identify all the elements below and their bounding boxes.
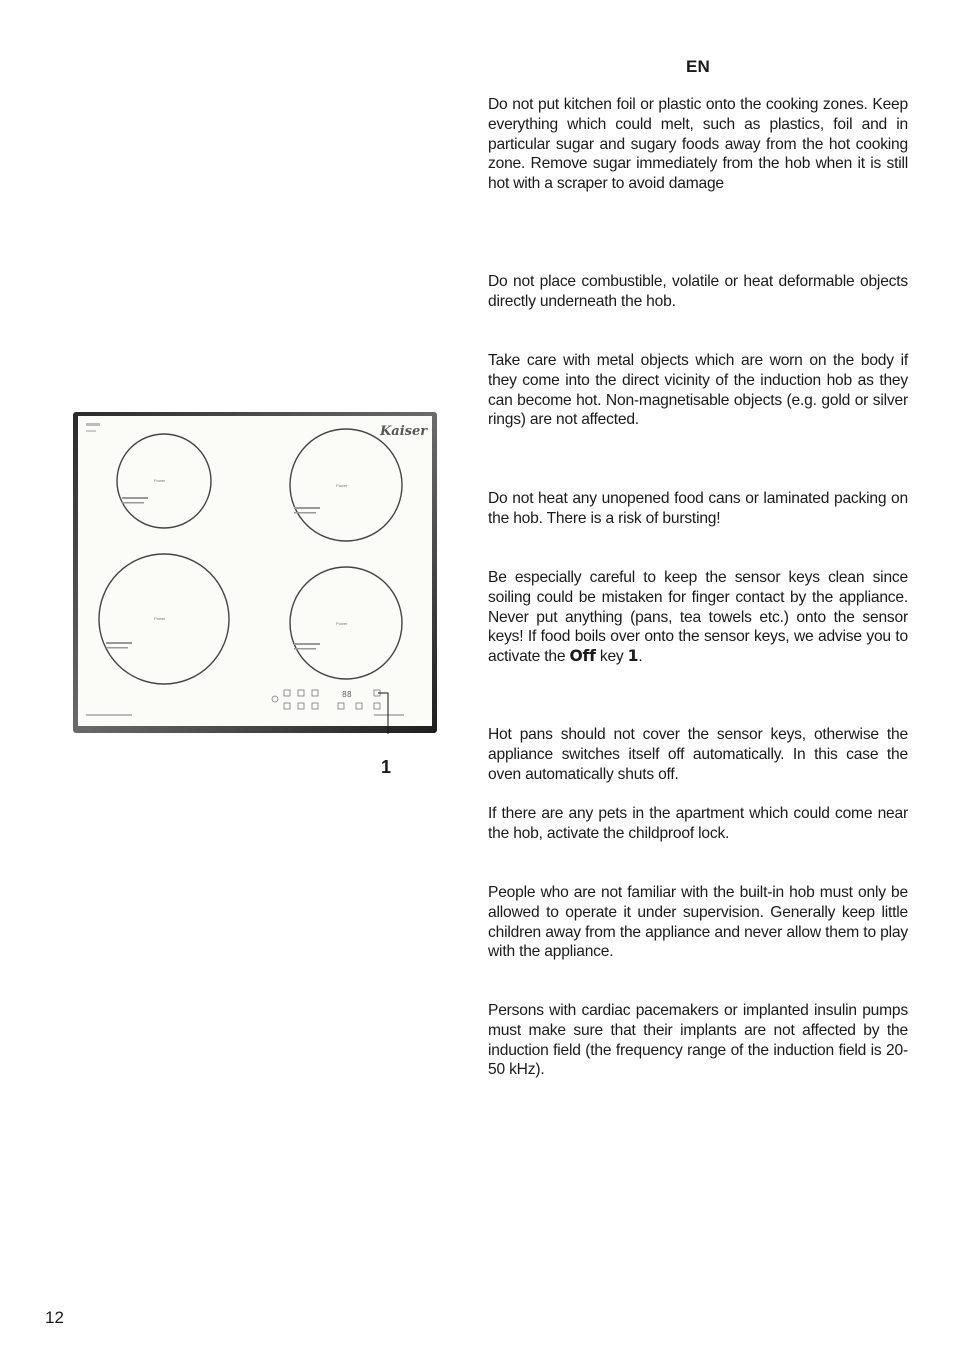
paragraph-combustible-objects: Do not place combustible, volatile or heat deformable objects directly underneath the hob. (488, 273, 908, 310)
zone-label: Power (154, 616, 166, 621)
zone-marking (294, 507, 320, 509)
off-key-name: Off (569, 647, 596, 666)
zone-marking (106, 642, 132, 644)
paragraph-foil-sugar: Do not put kitchen foil or plastic onto the cooking zones. Keep everything which could melt, such as plastics, foil and in particular sugar and sugary foods away from the hot cooking zone. Remove sugar immediately from the hob when it is still hot with a scraper to avoid damage (488, 96, 908, 193)
hob-footer-mark (374, 714, 404, 716)
timer-display: 88 (342, 690, 352, 699)
paragraph-hot-pans: Hot pans should not cover the sensor keys, otherwise the appliance switches itself off automatically. In this case the oven automatically shuts off. (488, 726, 908, 783)
zone-label: Power (336, 621, 348, 626)
zone-marking (294, 648, 316, 650)
hob-illustration (72, 411, 438, 734)
hob-glass (78, 416, 432, 726)
paragraph-pacemakers: Persons with cardiac pacemakers or implanted insulin pumps must make sure that their implants are not affected by the induction field (the frequency range of the induction field is 20-50 kHz). (488, 1002, 908, 1079)
sensor-keys-text-middle: key (595, 648, 628, 666)
hob-corner-mark (86, 430, 96, 432)
paragraph-sensor-keys (488, 568, 908, 667)
brand-logo: Kaiser (380, 424, 428, 439)
paragraph-supervision: People who are not familiar with the built-in hob must only be allowed to operate it under supervision. Generally keep little children away from the appliance and never allow them to play with the appliance. (488, 884, 908, 961)
zone-marking (294, 643, 320, 645)
zone-marking (122, 502, 144, 504)
paragraph-pets: If there are any pets in the apartment which could come near the hob, activate the childproof lock. (488, 805, 908, 842)
zone-label: Power (336, 483, 348, 488)
paragraph-metal-objects: Take care with metal objects which are worn on the body if they come into the direct vicinity of the induction hob as they can become hot. Non-magnetisable objects (e.g. gold or silver rings) are not affected. (488, 352, 908, 429)
hob-footer-mark (86, 714, 132, 716)
sensor-keys-text-end: . (638, 648, 643, 666)
sensor-keys-text: Be especially careful to keep the sensor keys clean since soiling could be mistaken for finger contact by the appliance. Never put anything (pans, tea towels etc.) onto the sensor keys! If food boils over onto the sensor keys, we advise you to activate the (488, 569, 908, 666)
hob-drawing (72, 411, 438, 734)
page-number: 12 (45, 1308, 64, 1327)
callout-number: 1 (381, 757, 392, 777)
zone-marking (106, 647, 128, 649)
off-key-number: 1 (627, 647, 639, 666)
zone-marking (122, 497, 148, 499)
language-code: EN (686, 57, 711, 76)
hob-corner-mark (86, 423, 100, 426)
zone-marking (294, 512, 316, 514)
paragraph-food-cans: Do not heat any unopened food cans or laminated packing on the hob. There is a risk of bursting! (488, 490, 908, 527)
zone-label: Power (154, 478, 166, 483)
